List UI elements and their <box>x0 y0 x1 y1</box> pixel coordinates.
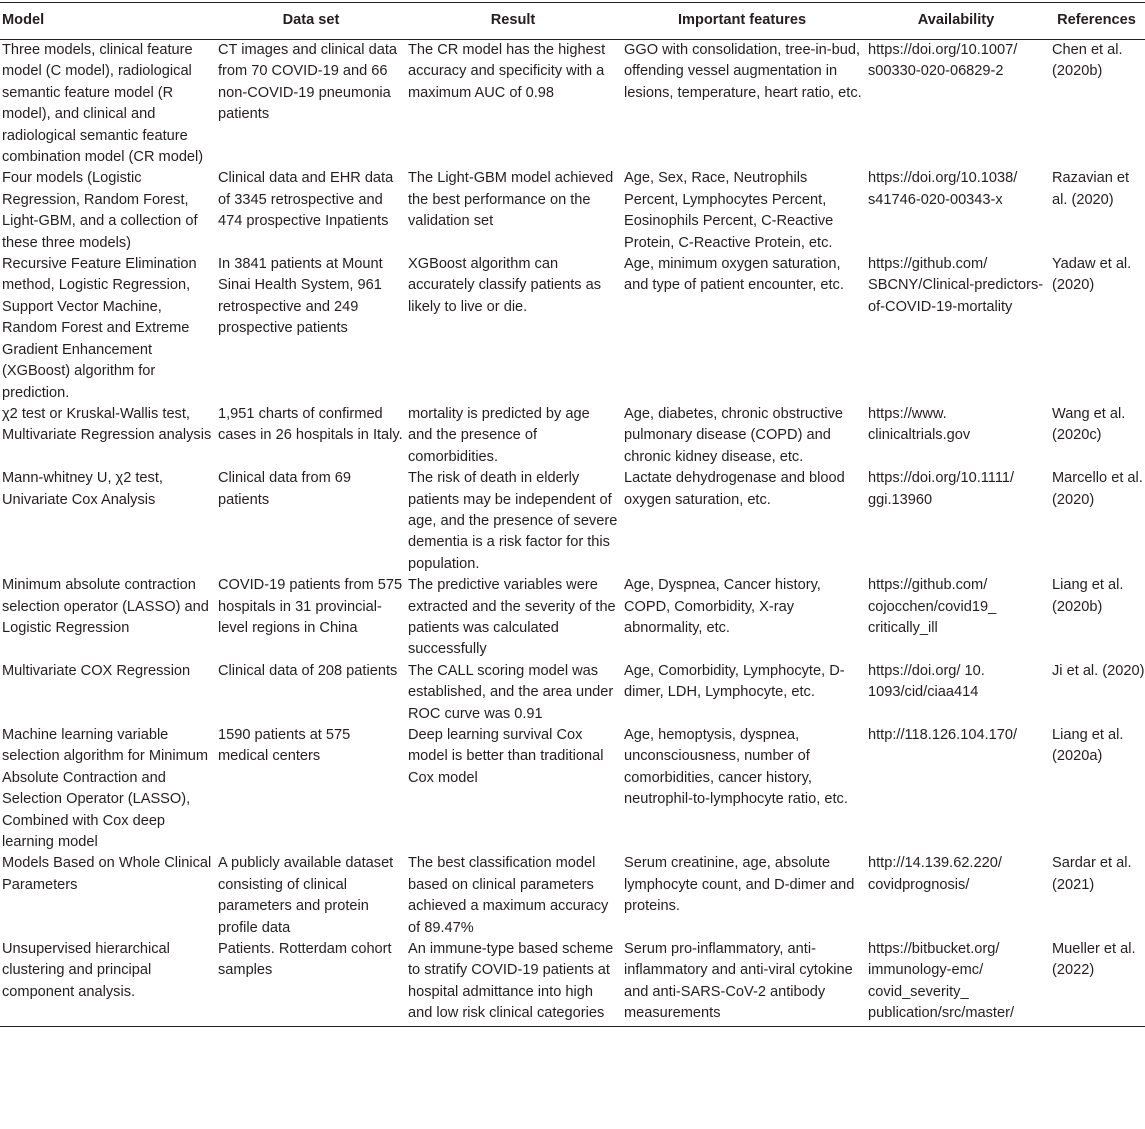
cell-result: Deep learning survival Cox model is better than traditional Cox model <box>408 727 604 786</box>
cell-reference: Ji et al. (2020) <box>1052 662 1145 679</box>
cell-result: The best classification model based on clinical parameters achieved a maximum accuracy of 89.47% <box>408 855 609 936</box>
cell-dataset: Clinical data of 208 patients <box>218 662 398 679</box>
cell-reference: Liang et al. (2020b) <box>1052 577 1124 615</box>
cell-features: Age, minimum oxygen saturation, and type of patient encounter, etc. <box>624 256 844 294</box>
table-row <box>0 404 1145 468</box>
table-row <box>0 939 1145 1026</box>
cell-model: Models Based on Whole Clinical Parameters <box>2 855 212 893</box>
cell-availability-link[interactable]: http://14.139.62.220/ covidprognosis/ <box>868 855 1002 893</box>
cell-availability-link[interactable]: https://bitbucket.org/ immunology-emc/ covid_severity_ publication/src/master/ <box>864 939 1048 1026</box>
cell-model: Four models (Logistic Regression, Random Forest, Light-GBM, and a collection of these three models) <box>2 170 198 251</box>
model-comparison-table <box>0 2 1145 1027</box>
cell-dataset: Patients. Rotterdam cohort samples <box>216 939 406 1026</box>
cell-reference: Liang et al. (2020a) <box>1052 727 1124 765</box>
header-features: Important features <box>620 3 864 40</box>
cell-model: χ2 test or Kruskal-Wallis test, Multivariate Regression analysis <box>2 405 212 444</box>
cell-features: Age, hemoptysis, dyspnea, unconsciousness, number of comorbidities, cancer history, neutrophil-to-lymphocyte ratio, etc. <box>624 727 848 808</box>
cell-result: The CR model has the highest accuracy and specificity with a maximum AUC of 0.98 <box>408 42 606 101</box>
cell-result: An immune-type based scheme to stratify COVID-19 patients at hospital admittance into high and low risk clinical categories <box>406 939 620 1026</box>
cell-result: XGBoost algorithm can accurately classify patients as likely to live or die. <box>408 256 602 315</box>
header-model: Model <box>0 3 216 40</box>
cell-result: The CALL scoring model was established, and the area under ROC curve was 0.91 <box>408 662 614 722</box>
cell-reference: Mueller et al. (2022) <box>1048 939 1145 1026</box>
cell-features: Age, Dyspnea, Cancer history, COPD, Comorbidity, X-ray abnormality, etc. <box>624 577 821 636</box>
cell-model: Machine learning variable selection algorithm for Minimum Absolute Contraction and Selection Operator (LASSO), Combined with Cox deep learning model <box>2 727 209 851</box>
table-row <box>0 254 1145 404</box>
cell-reference: Razavian et al. (2020) <box>1052 170 1130 208</box>
cell-result: mortality is predicted by age and the presence of comorbidities. <box>408 405 590 465</box>
table-header <box>0 3 1145 40</box>
cell-dataset: CT images and clinical data from 70 COVID-19 and 66 non-COVID-19 pneumonia patients <box>218 42 398 123</box>
table-body <box>0 40 1145 1027</box>
table-row <box>0 575 1145 661</box>
cell-reference: Yadaw et al. (2020) <box>1052 256 1132 294</box>
table-row <box>0 168 1145 254</box>
cell-dataset: 1590 patients at 575 medical centers <box>218 727 351 765</box>
cell-features: Age, diabetes, chronic obstructive pulmonary disease (COPD) and chronic kidney disease, etc. <box>624 405 844 465</box>
cell-dataset: Clinical data from 69 patients <box>218 470 352 508</box>
cell-features: Serum creatinine, age, absolute lymphocyte count, and D-dimer and proteins. <box>624 855 855 915</box>
cell-features: Age, Sex, Race, Neutrophils Percent, Lymphocytes Percent, Eosinophils Percent, C-Reactive Protein, C-Reactive Protein, etc. <box>624 170 834 251</box>
cell-model: Unsupervised hierarchical clustering and principal component analysis. <box>0 939 216 1026</box>
header-result: Result <box>406 3 620 40</box>
cell-features: Serum pro-inflammatory, anti-inflammatory and anti-viral cytokine and anti-SARS-CoV-2 antibody measurements <box>620 939 864 1026</box>
cell-dataset: A publicly available dataset consisting of clinical parameters and protein profile data <box>218 855 394 936</box>
cell-reference: Marcello et al. (2020) <box>1052 470 1143 508</box>
header-row <box>0 3 1145 40</box>
cell-dataset: Clinical data and EHR data of 3345 retrospective and 474 prospective Inpatients <box>218 170 394 230</box>
cell-dataset: 1,951 charts of confirmed cases in 26 hospitals in Italy. <box>218 405 403 444</box>
cell-features: Age, Comorbidity, Lymphocyte, D-dimer, LDH, Lymphocyte, etc. <box>624 662 845 701</box>
cell-reference: Chen et al. (2020b) <box>1052 42 1123 80</box>
cell-model: Three models, clinical feature model (C model), radiological semantic feature model (R model), and clinical and radiological semantic feature combination model (CR model) <box>2 42 204 166</box>
cell-features: Lactate dehydrogenase and blood oxygen saturation, etc. <box>624 470 845 508</box>
cell-model: Multivariate COX Regression <box>2 662 191 679</box>
table-row <box>0 468 1145 575</box>
cell-dataset: COVID-19 patients from 575 hospitals in 31 provincial-level regions in China <box>218 577 403 636</box>
header-references: References <box>1048 3 1145 40</box>
cell-availability-link[interactable]: https://doi.org/10.1007/ s00330-020-06829-2 <box>868 42 1018 80</box>
cell-availability-link[interactable]: https://doi.org/10.1038/ s41746-020-00343-x <box>868 170 1018 208</box>
cell-reference: Wang et al. (2020c) <box>1052 405 1126 444</box>
cell-model: Minimum absolute contraction selection operator (LASSO) and Logistic Regression <box>2 577 209 636</box>
table-row <box>0 853 1145 939</box>
table-row <box>0 725 1145 853</box>
cell-result: The Light-GBM model achieved the best performance on the validation set <box>408 170 614 230</box>
cell-availability-link[interactable]: https://github.com/ cojocchen/covid19_ critically_ill <box>868 577 997 636</box>
cell-availability-link[interactable]: http://118.126.104.170/ <box>868 727 1018 743</box>
cell-availability-link[interactable]: https://www. clinicaltrials.gov <box>868 405 971 444</box>
cell-availability-link[interactable]: https://doi.org/10.1111/ ggi.13960 <box>868 470 1015 508</box>
cell-availability-link[interactable]: https://doi.org/ 10. 1093/cid/ciaa414 <box>868 662 985 701</box>
cell-features: GGO with consolidation, tree-in-bud, offending vessel augmentation in lesions, temperature, heart ratio, etc. <box>624 42 862 101</box>
cell-model: Mann-whitney U, χ2 test, Univariate Cox Analysis <box>2 470 163 508</box>
cell-reference: Sardar et al. (2021) <box>1052 855 1132 893</box>
table-row <box>0 661 1145 725</box>
header-dataset: Data set <box>216 3 406 40</box>
cell-availability-link[interactable]: https://github.com/ SBCNY/Clinical-predictors-of-COVID-19-mortality <box>868 256 1044 315</box>
cell-dataset: In 3841 patients at Mount Sinai Health System, 961 retrospective and 249 prospective patients <box>218 256 383 337</box>
cell-model: Recursive Feature Elimination method, Logistic Regression, Support Vector Machine, Random Forest and Extreme Gradient Enhancement (XGBoost) algorithm for prediction. <box>2 256 197 401</box>
cell-result: The predictive variables were extracted and the severity of the patients was calculated successfully <box>408 577 616 658</box>
cell-result: The risk of death in elderly patients may be independent of age, and the presence of severe dementia is a risk factor for this population. <box>408 470 618 572</box>
table-row <box>0 40 1145 169</box>
header-availability: Availability <box>864 3 1048 40</box>
